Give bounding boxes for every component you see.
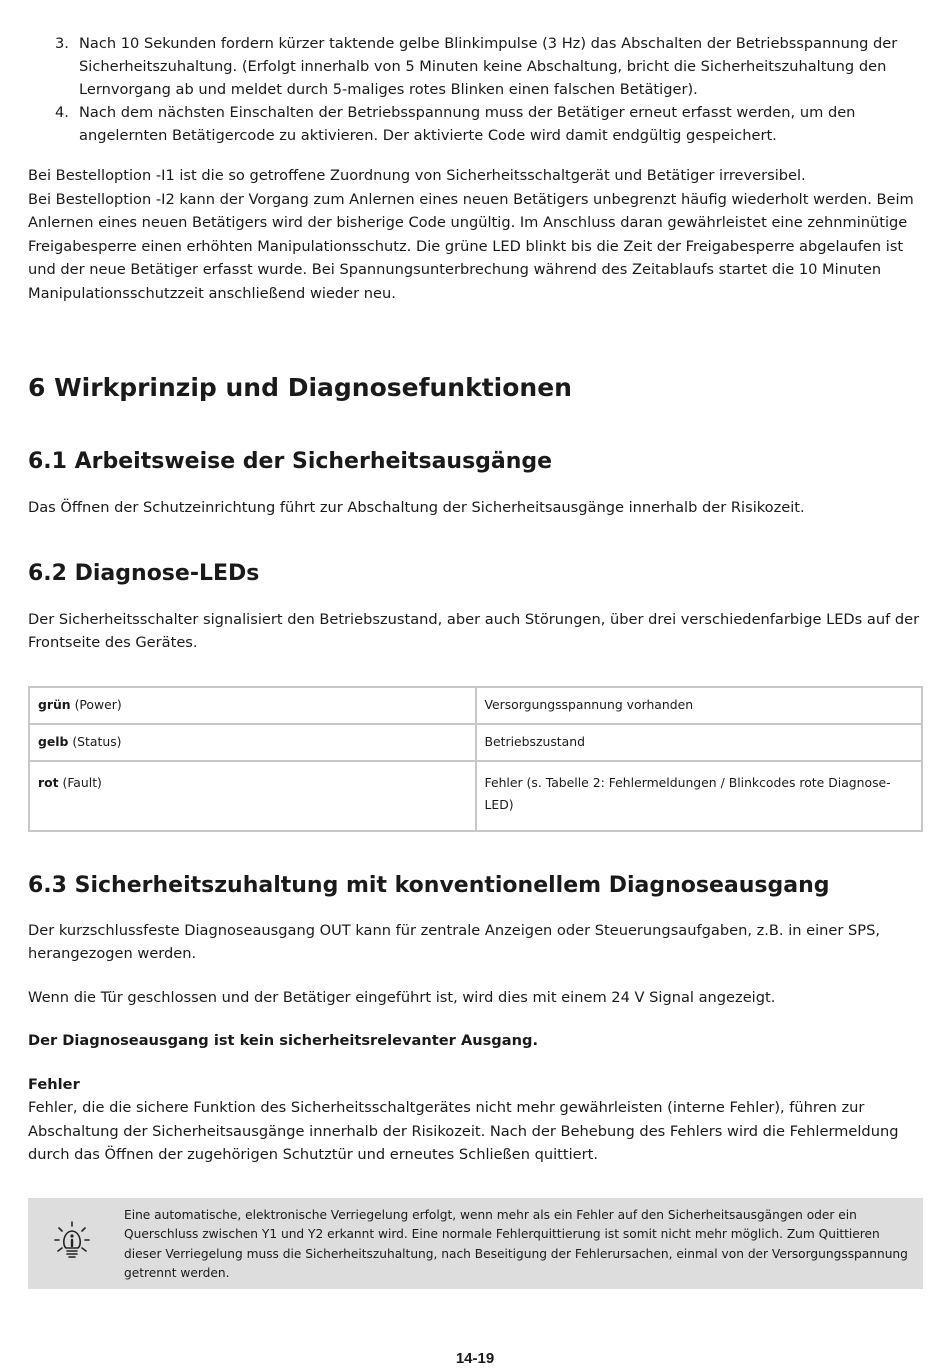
led-meaning-cell: Versorgungsspannung vorhanden — [476, 687, 923, 724]
section-6-3-heading: 6.3 Sicherheitszuhaltung mit konventionellem Diagnoseausgang — [28, 872, 830, 898]
fehler-subheading: Fehler — [28, 1075, 80, 1093]
info-note-text: Eine automatische, elektronische Verriegelung erfolgt, wenn mehr als ein Fehler auf den Sicherheitsausgängen oder ein Querschluss zwischen Y1 und Y2 erkannt wird. Eine normale Fehlerquittierung ist somit nicht mehr möglich. Zum Quittieren dieser Verriegelung muss die Sicherheitszuhaltung, nach Beseitigung der Fehlerursachen, einmal von der Versorgungsspannung getrennt werden. — [124, 1207, 908, 1280]
section-6-3-bold-notice: Der Diagnoseausgang ist kein sicherheitsrelevanter Ausgang. — [28, 1032, 538, 1049]
fehler-paragraph: Fehler, die die sichere Funktion des Sicherheitsschaltgerätes nicht mehr gewährleisten (interne Fehler), führen zur Abschaltung der Sicherheitsausgänge innerhalb der Risikozeit. Nach der Behebung des Fehlers wird die Fehlermeldung durch das Öffnen der zugehörigen Schutztür und erneutes Schließen quittiert. — [28, 1099, 899, 1163]
list-item — [28, 32, 922, 101]
table-row — [29, 687, 922, 724]
table-row — [29, 761, 922, 831]
order-option-i1-paragraph: Bei Bestelloption -I1 ist die so getroffene Zuordnung von Sicherheitsschaltgerät und Betätiger irreversibel. — [28, 167, 806, 184]
lightbulb-icon — [54, 1220, 90, 1260]
led-color: rot — [38, 774, 59, 790]
led-name-cell — [29, 724, 476, 761]
page-number: 14-19 — [455, 1350, 495, 1367]
step-text: Nach 10 Sekunden fordern kürzer taktende gelbe Blinkimpulse (3 Hz) das Abschalten der Betriebsspannung der Sicherheitszuhaltung. (Erfolgt innerhalb von 5 Minuten keine Abschaltung, bricht die Sicherheitszuhaltung den Lernvorgang ab und meldet durch 5-maliges rotes Blinken einen falschen Betätiger). — [79, 35, 898, 98]
led-color: gelb — [38, 734, 69, 749]
order-option-i2-paragraph: Bei Bestelloption -I2 kann der Vorgang zum Anlernen eines neuen Betätigers unbegrenzt häufig wiederholt werden. Beim Anlernen eines neuen Betätigers wird der bisherige Code ungültig. Im Anschluss daran gewährleistet eine zehnminütige Freigabesperre einen erhöhten Manipulationsschutz. Die grüne LED blinkt bis die Zeit der Freigabesperre abgelaufen ist und der neue Betätiger erfasst wurde. Bei Spannungsunterbrechung während des Zeitablaufs startet die 10 Minuten Manipulationsschutzzeit anschließend wieder neu. — [28, 190, 914, 302]
section-6-heading: 6 Wirkprinzip und Diagnosefunktionen — [28, 373, 572, 402]
led-name-cell — [29, 761, 476, 831]
led-meaning-cell: Fehler (s. Tabelle 2: Fehlermeldungen / Blinkcodes rote Diagnose-LED) — [476, 761, 923, 831]
section-6-3-paragraph: Der kurzschlussfeste Diagnoseausgang OUT kann für zentrale Anzeigen oder Steuerungsaufgaben, z.B. in einer SPS, herangezogen werden. — [28, 921, 881, 962]
section-6-1-text: Das Öffnen der Schutzeinrichtung führt zur Abschaltung der Sicherheitsausgänge innerhalb der Risikozeit. — [28, 499, 805, 516]
led-mode: (Power) — [70, 697, 122, 712]
step-text: Nach dem nächsten Einschalten der Betriebsspannung muss der Betätiger erneut erfasst werden, um den angelernten Betätigercode zu aktivieren. Der aktivierte Code wird damit endgültig gespeichert. — [79, 104, 856, 144]
diagnose-led-table — [28, 686, 923, 832]
step-number: 4. — [55, 104, 69, 121]
section-6-1-heading: 6.1 Arbeitsweise der Sicherheitsausgänge — [28, 449, 553, 474]
section-6-2-text: Der Sicherheitsschalter signalisiert den Betriebszustand, aber auch Störungen, über drei verschiedenfarbige LEDs auf der Frontseite des Gerätes. — [28, 610, 920, 651]
list-item — [28, 101, 922, 147]
table-row — [29, 724, 922, 761]
led-color: grün — [38, 697, 71, 712]
led-mode: (Fault) — [58, 774, 102, 790]
led-meaning-cell: Betriebszustand — [476, 724, 923, 761]
led-name-cell — [29, 687, 476, 724]
step-list — [28, 32, 922, 147]
section-6-2-heading: 6.2 Diagnose-LEDs — [28, 560, 260, 586]
info-note-box — [28, 1198, 923, 1289]
led-mode: (Status) — [68, 734, 122, 749]
step-number: 3. — [55, 35, 69, 52]
section-6-3-paragraph: Wenn die Tür geschlossen und der Betätiger eingeführt ist, wird dies mit einem 24 V Signal angezeigt. — [28, 988, 776, 1006]
document-page — [28, 32, 922, 1289]
